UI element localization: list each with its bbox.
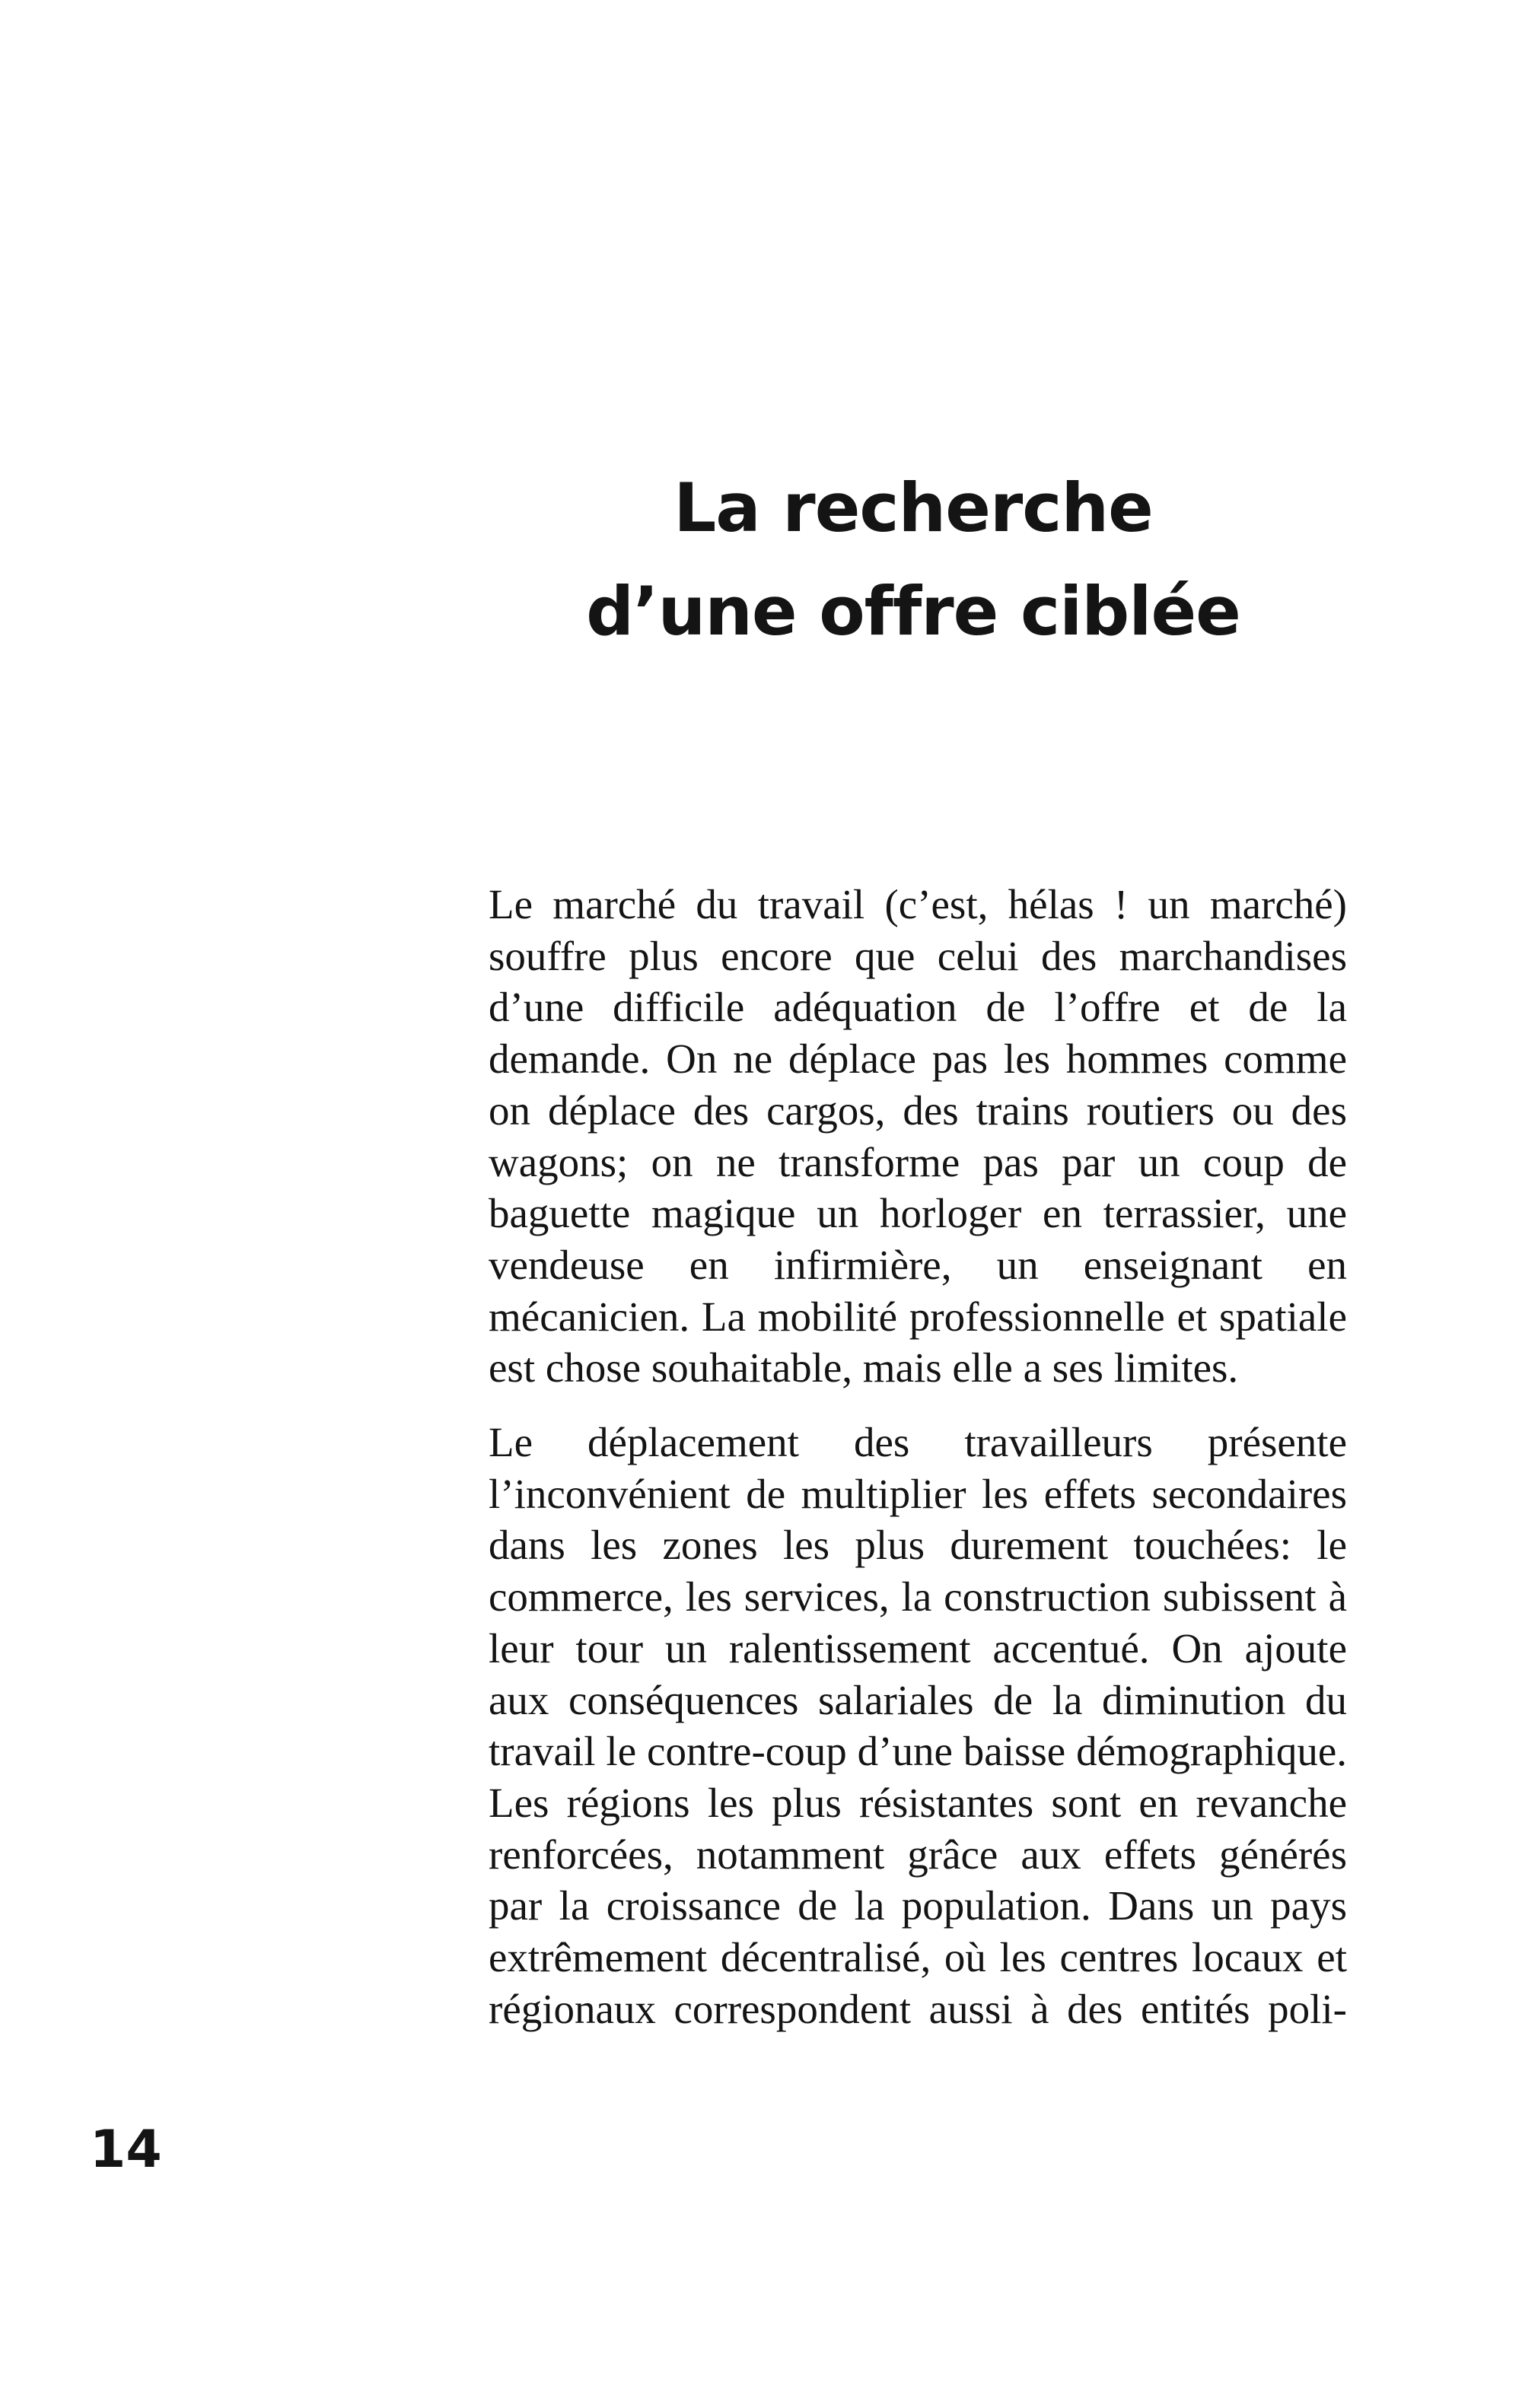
body-text bbox=[489, 879, 1347, 2034]
chapter-title bbox=[533, 456, 1294, 663]
chapter-title-line-1: La recherche bbox=[673, 469, 1153, 547]
paragraph-2: Le déplacement des travailleurs présente l’inconvénient de multiplier les effets secondaires dans les zones les plus durement touchées: le commerce, les services, la construction subissent à leur tour un ralentissement accentué. On ajoute aux conséquences salariales de la diminution du travail le contre-coup d’une baisse démographique. Les régions les plus résistantes sont en revanche renforcées, notamment grâce aux effets générés par la croissance de la population. Dans un pays extrêmement décentralisé, où les centres locaux et régionaux correspondent aussi à des entités poli- bbox=[489, 1419, 1347, 2032]
paragraph-1: Le marché du travail (c’est, hélas ! un marché) souffre plus encore que celui des marchandises d’une difficile adéquation de l’offre et de la demande. On ne déplace pas les hommes comme on déplace des cargos, des trains routiers ou des wagons; on ne transforme pas par un coup de baguette magique un horloger en terrassier, une vendeuse en infirmière, un enseignant en mécanicien. La mobilité professionnelle et spatiale est chose souhaitable, mais elle a ses limites. bbox=[489, 881, 1347, 1392]
chapter-title-line-2: d’une offre ciblée bbox=[586, 572, 1240, 651]
page-number: 14 bbox=[90, 2120, 162, 2180]
